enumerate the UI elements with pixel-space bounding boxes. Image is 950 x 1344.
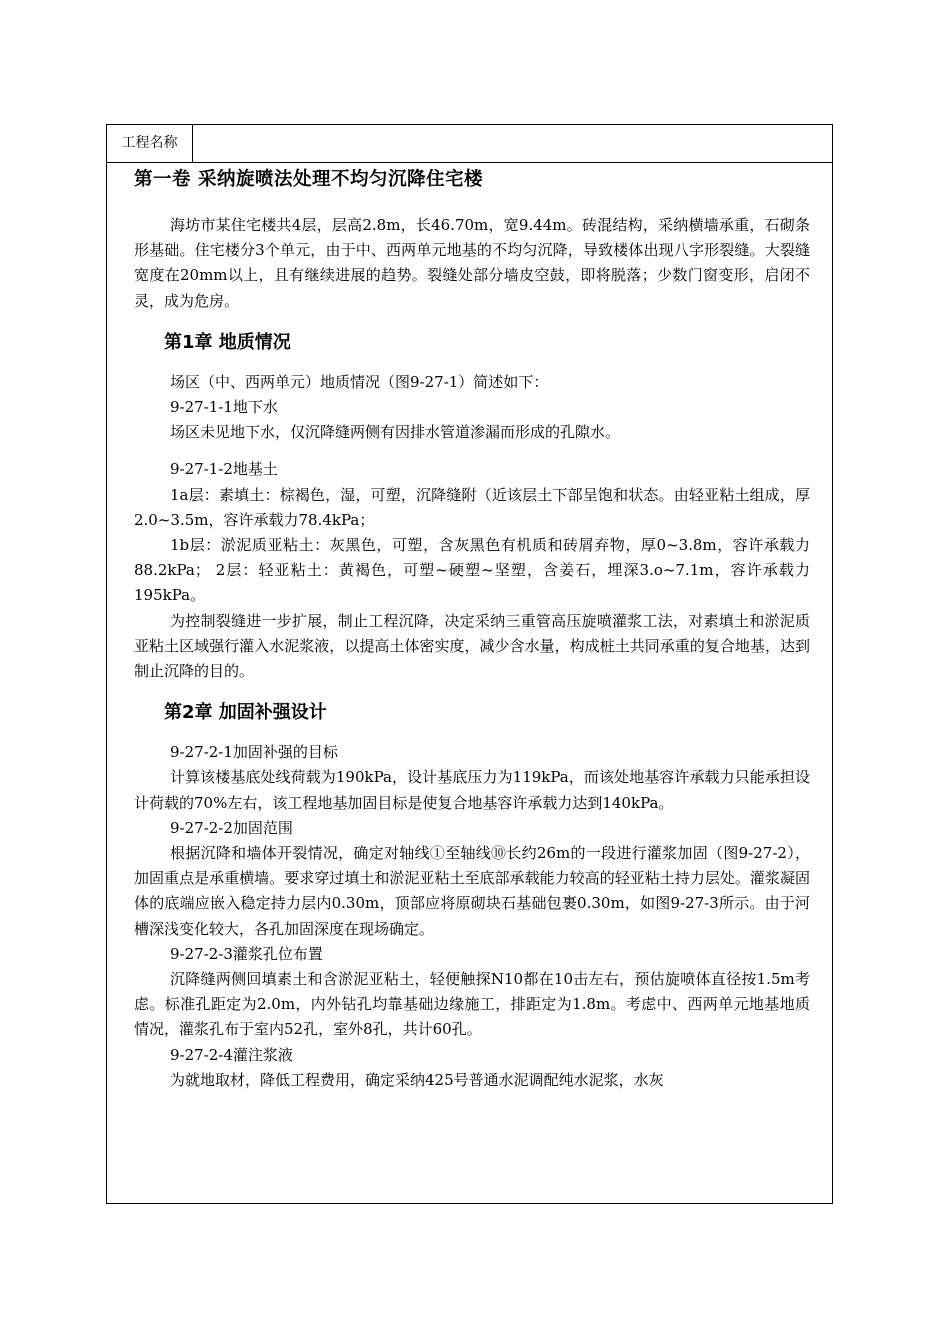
hole-layout-text: 沉降缝两侧回填素土和含淤泥亚粘土，轻便触探N10都在10击左右，预估旋喷体直径按1.5m考虑。标准孔距定为2.0m，内外钻孔均靠基础边缘施工，排距定为1.8m。考虑中、西两单元地基地质情况，灌浆孔布于室内52孔，室外8孔，共计60孔。 xyxy=(134,970,810,1039)
document-body xyxy=(134,167,810,1093)
section-title-hole-layout: 9-27-2-3灌浆孔位布置 xyxy=(170,944,323,963)
spacer xyxy=(134,684,810,700)
volume-title: 第一卷 采纳旋喷法处理不均匀沉降住宅楼 xyxy=(134,169,483,190)
chapter2-title: 第2章 加固补强设计 xyxy=(164,702,327,724)
scope-text: 根据沉降和墙体开裂情况，确定对轴线①至轴线⑩长约26m的一段进行灌浆加固（图9-27-2），加固重点是承重横墙。要求穿过填土和淤泥亚粘土至底部承载能力较高的轻亚粘土持力层处。灌浆凝固体的底端应嵌入稳定持力层内0.30m，顶部应将原砌块石基础包裹0.30m，如图9-27-3所示。由于河槽深浅变化较大，各孔加固深度在现场确定。 xyxy=(134,844,810,938)
section-title-groundwater: 9-27-1-1地下水 xyxy=(170,398,278,417)
grout-text: 为就地取材，降低工程费用，确定采纳425号普通水泥调配纯水泥浆，水灰 xyxy=(170,1070,664,1089)
section-title-foundation-soil: 9-27-1-2地基土 xyxy=(170,460,278,479)
chapter1-lead: 场区（中、西两单元）地质情况（图9-27-1）简述如下： xyxy=(170,372,549,391)
spacer xyxy=(134,445,810,457)
document-frame xyxy=(106,124,833,1204)
section-title-grout: 9-27-2-4灌注浆液 xyxy=(170,1045,293,1064)
target-text: 计算该楼基底处线荷载为190kPa，设计基底压力为119kPa，而该处地基容许承载力只能承担设计荷载的70%左右，该工程地基加固目标是使复合地基容许承载力达到140kPa。 xyxy=(134,768,810,812)
soil-layer-1a: 1a层：素填土：棕褐色，湿，可塑，沉降缝附（近该层土下部呈饱和状态。由轻亚粘土组成，厚2.0~3.5m，容许承载力78.4kPa； xyxy=(134,485,810,529)
control-measure-paragraph: 为控制裂缝进一步扩展，制止工程沉降，决定采纳三重管高压旋喷灌浆工法，对素填土和淤泥质亚粘土区域强行灌入水泥浆液，以提高土体密实度，减少含水量，构成桩土共同承重的复合地基，达到制止沉降的目的。 xyxy=(134,611,810,681)
section-title-target: 9-27-2-1加固补强的目标 xyxy=(170,743,338,762)
project-name-label: 工程名称 xyxy=(107,125,193,162)
soil-layer-1b-2: 1b层：淤泥质亚粘土：灰黑色，可塑，含灰黑色有机质和砖屑弃物，厚0~3.8m，容许承载力88.2kPa； 2层：轻亚粘土：黄褐色，可塑~硬塑~坚塑，含姜石，埋深3.o~7.1m，容许承载力195kPa。 xyxy=(134,536,810,605)
chapter1-title: 第1章 地质情况 xyxy=(164,331,291,353)
section-title-scope: 9-27-2-2加固范围 xyxy=(170,818,293,837)
groundwater-text: 场区未见地下水，仅沉降缝两侧有因排水管道渗漏而形成的孔隙水。 xyxy=(170,423,621,442)
spacer xyxy=(134,314,810,330)
intro-paragraph: 海坊市某住宅楼共4层，层高2.8m，长46.70m，宽9.44m。砖混结构，采纳横墙承重，石砌条形基础。住宅楼分3个单元，由于中、西两单元地基的不均匀沉降，导致楼体出现八字形裂缝。大裂缝宽度在20mm以上，且有继续进展的趋势。裂缝处部分墙皮空鼓，即将脱落；少数门窗变形，启闭不灵，成为危房。 xyxy=(134,216,810,310)
header-row xyxy=(107,125,832,163)
